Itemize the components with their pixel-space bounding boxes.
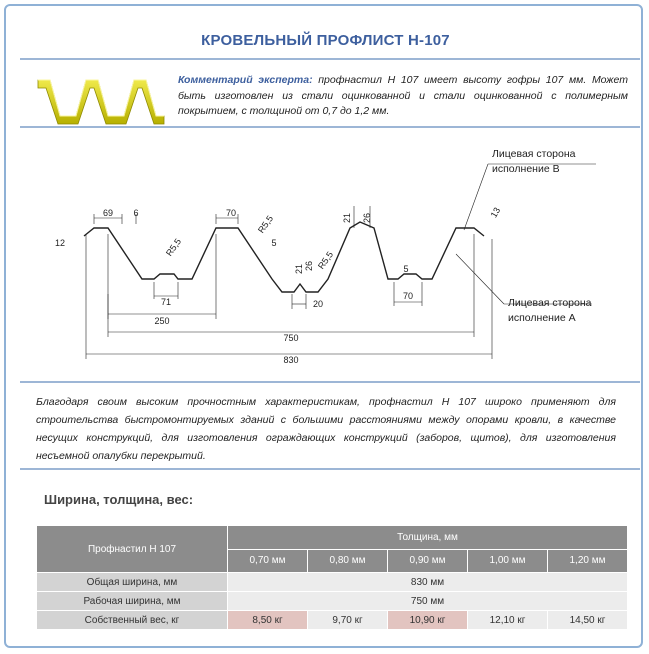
thickness-col: 0,80 мм <box>308 549 388 573</box>
divider-mid <box>20 126 640 128</box>
dim-69: 69 <box>102 208 114 218</box>
dim-26-high: 26 <box>362 212 372 224</box>
expert-comment <box>178 73 628 120</box>
row-header-cell: Профнастил Н 107 <box>37 526 228 573</box>
description-text: Благодаря своим высоким прочностным характеристикам, профнастил Н 107 широко применяют для строительства быстромонтируемых зданий с большими расстояниями между опорами кровли, в качестве несущих конструкций, для изготовления ограждающих конструкций (заборов, щитов), для изготовления несъемной опалубки перекрытий. <box>36 396 616 462</box>
divider-desc-bottom <box>20 468 640 470</box>
face-b-line2: исполнение В <box>492 163 560 175</box>
table-row <box>37 592 628 611</box>
face-b-line1: Лицевая сторона <box>492 148 576 160</box>
leader-lines <box>456 164 596 304</box>
working-width-value: 750 мм <box>228 592 628 611</box>
weight-cell: 9,70 кг <box>308 611 388 630</box>
weight-label: Собственный вес, кг <box>37 611 228 630</box>
dim-21-low: 21 <box>294 263 304 275</box>
dim-71: 71 <box>160 297 172 307</box>
dim-70-top: 70 <box>225 208 237 218</box>
divider-top <box>20 58 640 60</box>
expert-comment-text: профнастил Н 107 имеет высоту гофры 107 мм. Может быть изготовлен из стали оцинкованной и стали оцинкованной с полимерным покрытием, с толщиной от 0,7 до 1,2 мм. <box>178 74 628 117</box>
dim-12: 12 <box>54 238 66 248</box>
specs-section-title: Ширина, толщина, вес: <box>44 492 194 507</box>
weight-cell: 10,90 кг <box>388 611 468 630</box>
working-width-label: Рабочая ширина, мм <box>37 592 228 611</box>
divider-desc-top <box>20 381 640 383</box>
dim-r55-mid: R5,5 <box>255 213 276 235</box>
thickness-col: 0,90 мм <box>388 549 468 573</box>
face-labels <box>492 148 592 324</box>
thickness-col: 0,70 мм <box>228 549 308 573</box>
dim-750: 750 <box>283 333 299 343</box>
dim-250: 250 <box>154 316 170 326</box>
dim-5-left: 5 <box>271 238 277 248</box>
dim-26-low: 26 <box>304 260 314 272</box>
dim-21-high: 21 <box>342 212 352 224</box>
weight-cell: 14,50 кг <box>548 611 628 630</box>
profile-drawing <box>36 144 636 374</box>
thickness-col: 1,20 мм <box>548 549 628 573</box>
expert-comment-lead: Комментарий эксперта: <box>178 74 313 86</box>
table-row <box>37 573 628 592</box>
dim-5-right: 5 <box>403 264 409 274</box>
dim-r55-left: R5,5 <box>163 236 184 258</box>
dimension-labels <box>55 206 502 365</box>
dim-70-bottom: 70 <box>402 291 414 301</box>
profile-line <box>84 222 484 292</box>
profiled-sheet-image <box>36 68 166 128</box>
dim-6: 6 <box>133 208 139 218</box>
thickness-header: Толщина, мм <box>228 526 628 550</box>
dim-13: 13 <box>488 205 503 220</box>
face-a-line1: Лицевая сторона <box>508 297 592 309</box>
card-frame <box>4 4 643 648</box>
weight-cell: 12,10 кг <box>468 611 548 630</box>
total-width-label: Общая ширина, мм <box>37 573 228 592</box>
page-title: КРОВЕЛЬНЫЙ ПРОФЛИСТ Н-107 <box>201 32 450 49</box>
total-width-value: 830 мм <box>228 573 628 592</box>
thickness-col: 1,00 мм <box>468 549 548 573</box>
weight-cell: 8,50 кг <box>228 611 308 630</box>
dim-r55-right: R5,5 <box>315 249 336 271</box>
dim-20: 20 <box>312 299 324 309</box>
face-a-line2: исполнение А <box>508 312 576 324</box>
dim-830: 830 <box>283 355 299 365</box>
table-row <box>37 611 628 630</box>
specs-table <box>36 525 628 630</box>
